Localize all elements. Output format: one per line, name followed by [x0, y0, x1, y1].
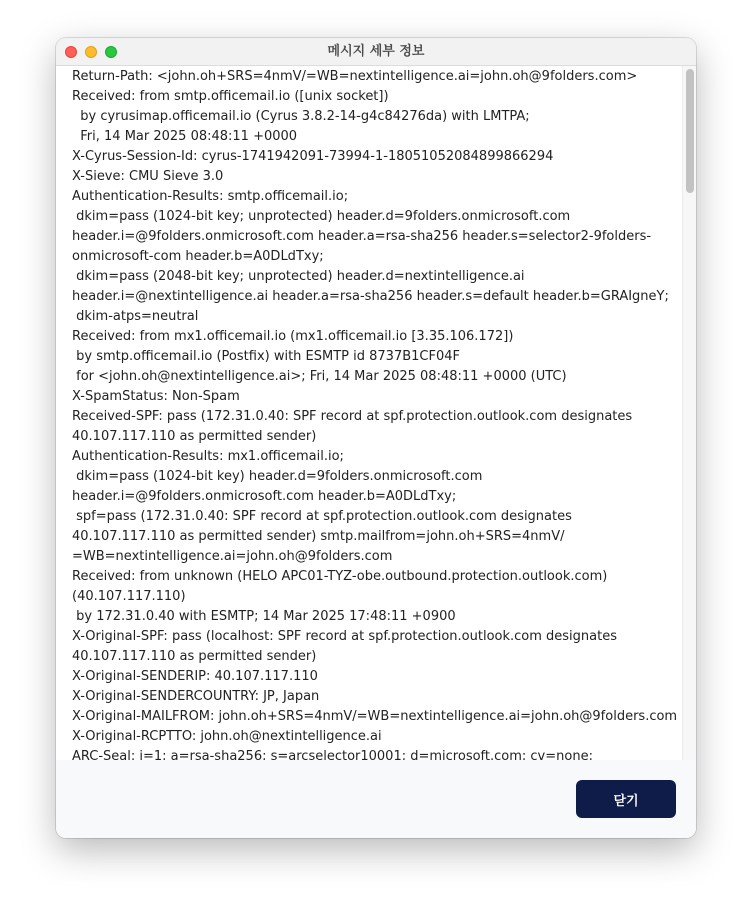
header-line: ARC-Seal: i=1; a=rsa-sha256; s=arcselector10001; d=microsoft.com; cv=none;	[72, 749, 593, 760]
header-line: X-Cyrus-Session-Id: cyrus-1741942091-73994-1-18051052084899866294	[72, 149, 554, 164]
scrollbar-thumb[interactable]	[686, 69, 694, 193]
header-line: for <john.oh@nextintelligence.ai>; Fri, 14 Mar 2025 08:48:11 +0000 (UTC)	[72, 369, 567, 384]
header-line: by smtp.officemail.io (Postfix) with ESMTP id 8737B1CF04F	[72, 349, 460, 364]
header-line: Authentication-Results: smtp.officemail.io;	[72, 189, 349, 204]
header-line: (40.107.117.110)	[72, 589, 186, 604]
header-line: header.i=@9folders.onmicrosoft.com header.a=rsa-sha256 header.s=selector2-9folders-	[72, 229, 652, 244]
dialog-footer	[56, 760, 696, 838]
header-line: by cyrusimap.officemail.io (Cyrus 3.8.2-14-g4c84276da) with LMTPA;	[72, 109, 530, 124]
header-line: =WB=nextintelligence.ai=john.oh@9folders.com	[72, 549, 393, 564]
message-headers-panel[interactable]	[56, 66, 696, 760]
header-line: dkim=pass (1024-bit key; unprotected) header.d=9folders.onmicrosoft.com	[72, 209, 571, 224]
header-line: dkim-atps=neutral	[72, 309, 199, 324]
header-line: header.i=@nextintelligence.ai header.a=rsa-sha256 header.s=default header.b=GRAIgneY;	[72, 289, 669, 304]
header-line: X-Original-SENDERIP: 40.107.117.110	[72, 669, 318, 684]
header-line: spf=pass (172.31.0.40: SPF record at spf.protection.outlook.com designates	[72, 509, 572, 524]
header-line: X-Original-SENDERCOUNTRY: JP, Japan	[72, 689, 320, 704]
header-line: X-Original-SPF: pass (localhost: SPF record at spf.protection.outlook.com designates	[72, 629, 617, 644]
header-line: 40.107.117.110 as permitted sender)	[72, 429, 317, 444]
header-line: X-Original-MAILFROM: john.oh+SRS=4nmV/=WB=nextintelligence.ai=john.oh@9folders.com	[72, 709, 678, 724]
message-details-dialog	[56, 38, 696, 838]
header-line: Fri, 14 Mar 2025 08:48:11 +0000	[72, 129, 298, 144]
header-line: Received: from smtp.officemail.io ([unix socket])	[72, 89, 389, 104]
header-line: X-Original-RCPTTO: john.oh@nextintelligence.ai	[72, 729, 382, 744]
header-line: header.i=@9folders.onmicrosoft.com header.b=A0DLdTxy;	[72, 489, 457, 504]
header-line: onmicrosoft-com header.b=A0DLdTxy;	[72, 249, 324, 264]
header-line: Received: from mx1.officemail.io (mx1.officemail.io [3.35.106.172])	[72, 329, 514, 344]
raw-headers-text	[72, 67, 682, 760]
header-line: 40.107.117.110 as permitted sender)	[72, 649, 317, 664]
header-line: X-Sieve: CMU Sieve 3.0	[72, 169, 224, 184]
vertical-scrollbar[interactable]	[682, 66, 696, 760]
header-line: Authentication-Results: mx1.officemail.io;	[72, 449, 344, 464]
window-title: 메시지 세부 정보	[327, 44, 425, 59]
header-line: by 172.31.0.40 with ESMTP; 14 Mar 2025 17:48:11 +0900	[72, 609, 456, 624]
close-button[interactable]: 닫기	[576, 780, 676, 818]
header-line: Received: from unknown (HELO APC01-TYZ-obe.outbound.protection.outlook.com)	[72, 569, 608, 584]
header-line: X-SpamStatus: Non-Spam	[72, 389, 240, 404]
header-line: 40.107.117.110 as permitted sender) smtp.mailfrom=john.oh+SRS=4nmV/	[72, 529, 565, 544]
header-line: Received-SPF: pass (172.31.0.40: SPF record at spf.protection.outlook.com designates	[72, 409, 633, 424]
title-bar	[56, 38, 696, 66]
header-line: dkim=pass (1024-bit key) header.d=9folders.onmicrosoft.com	[72, 469, 483, 484]
header-line: dkim=pass (2048-bit key; unprotected) header.d=nextintelligence.ai	[72, 269, 525, 284]
header-line: Return-Path: <john.oh+SRS=4nmV/=WB=nextintelligence.ai=john.oh@9folders.com>	[72, 69, 638, 84]
